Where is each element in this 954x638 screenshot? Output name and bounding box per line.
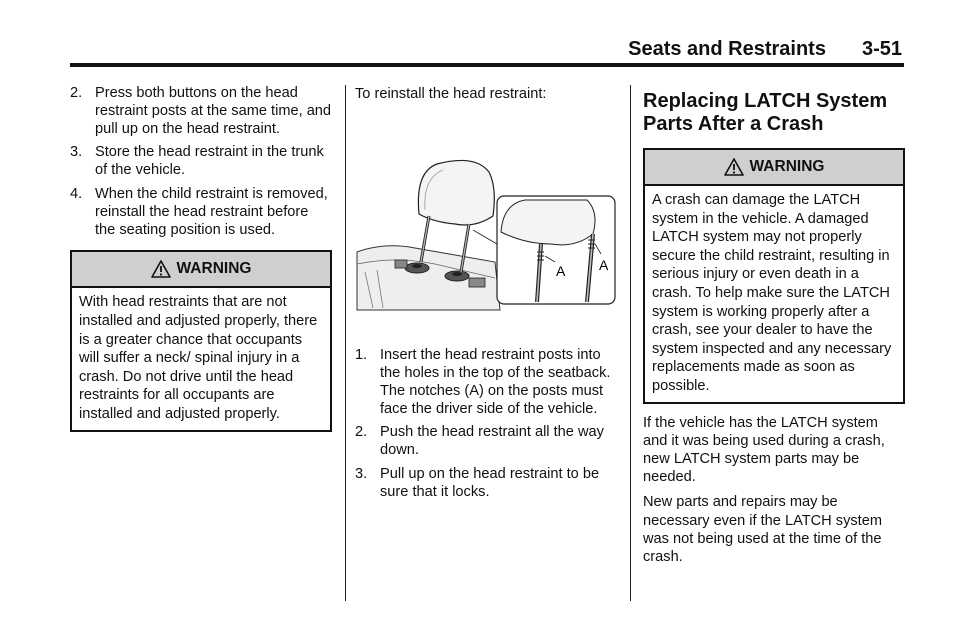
reinstall-steps-list: [355, 347, 617, 501]
column-1: [70, 85, 332, 432]
step-text: Store the head restraint in the trunk of the vehicle.: [95, 144, 324, 179]
page-header: [0, 0, 954, 70]
header-rule: [70, 63, 904, 67]
warning-label: WARNING: [176, 260, 252, 278]
warning-triangle-icon: [724, 158, 744, 176]
head-restraint-warning-box: [70, 250, 332, 431]
step-number: 4.: [70, 185, 83, 202]
list-item: [70, 186, 332, 239]
warning-triangle-icon: [151, 260, 171, 278]
list-item: [355, 466, 617, 502]
step-number: 2.: [355, 424, 368, 441]
reinstall-intro: To reinstall the head restraint:: [355, 86, 547, 102]
column-divider-2: [630, 85, 631, 601]
step-text: Pull up on the head restraint to be sure that it locks.: [380, 465, 600, 500]
latch-paragraph-1: If the vehicle has the LATCH system and it was being used during a crash, new LATCH system parts may be needed.: [643, 414, 885, 486]
callout-a-left: A: [556, 263, 566, 280]
step-number: 1.: [355, 347, 368, 364]
warning-header: [72, 252, 330, 288]
column-divider-1: [345, 85, 346, 601]
step-text: Insert the head restraint posts into the holes in the top of the seatback. The notches (A) on the posts must face the driver side of the vehicle.: [380, 347, 611, 417]
step-text: Press both buttons on the head restraint posts at the same time, and pull up on the head restraint.: [95, 85, 332, 137]
list-item: [70, 85, 332, 138]
step-text: When the child restraint is removed, reinstall the head restraint before the seating position is used.: [95, 185, 328, 238]
step-number: 3.: [355, 465, 368, 482]
section-title: Seats and Restraints: [628, 38, 826, 60]
head-restraint-illustration: [355, 152, 617, 312]
head-restraint-diagram: [355, 152, 617, 312]
running-head: [628, 38, 902, 61]
section-heading: Replacing LATCH System Parts After a Crash: [643, 90, 888, 135]
warning-text: A crash can damage the LATCH system in the vehicle. A damaged LATCH system may not properly secure the child restraint, resulting in serious injury or even death in a crash. To help make sure the LATCH system is working properly after a crash, see your dealer to have the system inspected and any necessary replacements made as soon as possible.: [652, 192, 892, 394]
list-item: [355, 347, 617, 418]
column-2: [355, 85, 617, 508]
removal-steps-list: [70, 85, 332, 239]
step-number: 2.: [70, 85, 83, 101]
list-item: [70, 144, 332, 180]
step-text: Push the head restraint all the way down.: [380, 424, 604, 459]
latch-paragraph-2: New parts and repairs may be necessary even if the LATCH system was not being used at the time of the crash.: [643, 494, 882, 565]
step-number: 3.: [70, 144, 83, 161]
list-item: [355, 424, 617, 460]
warning-label: WARNING: [749, 158, 825, 175]
warning-header: [645, 150, 903, 186]
column-3: [643, 85, 905, 566]
warning-text: With head restraints that are not installed and adjusted properly, there is a greater chance that occupants will suffer a neck/ spinal injury in a crash. Do not drive until the head restraints for all occupants are installed and adjusted properly.: [79, 294, 318, 422]
page-number: 3-51: [861, 38, 902, 60]
latch-warning-box: [643, 148, 905, 404]
callout-a-right: A: [599, 257, 609, 274]
